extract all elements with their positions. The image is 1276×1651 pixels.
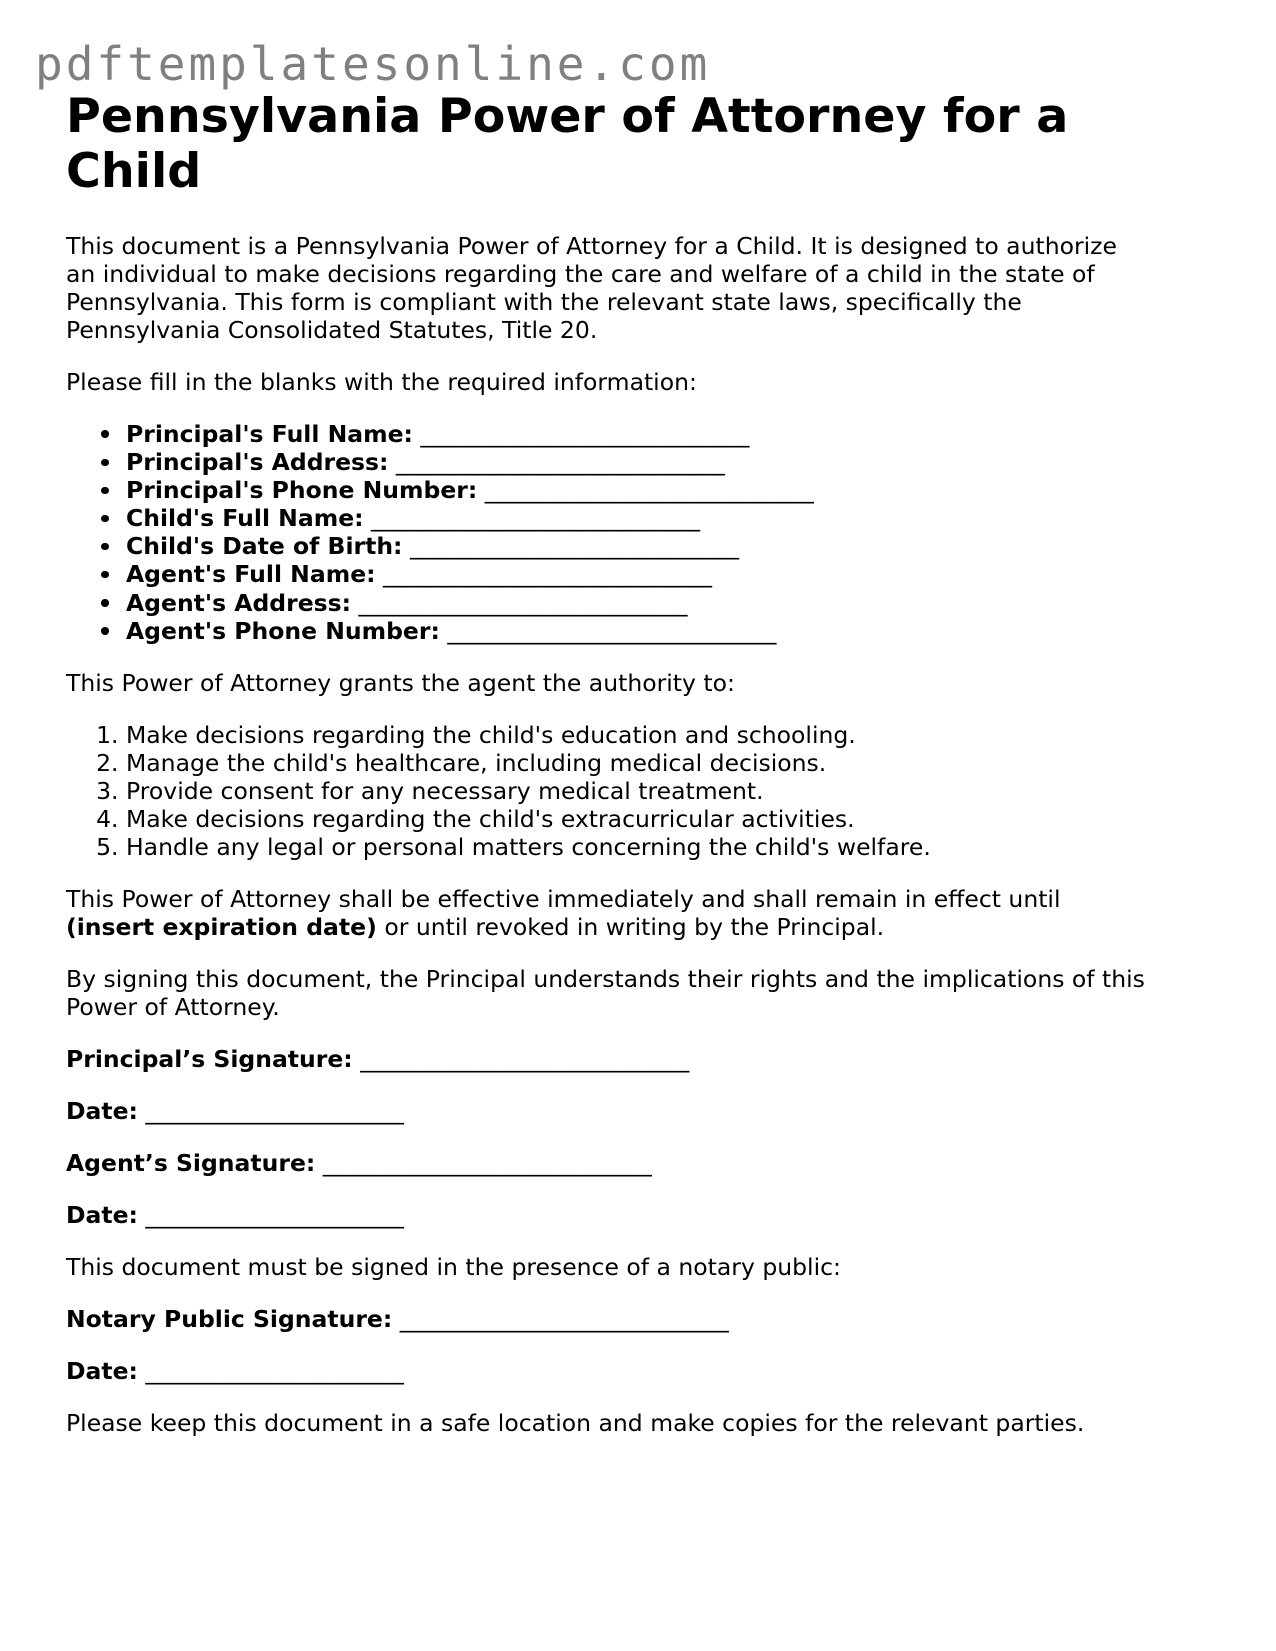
intro-line: This document is a Pennsylvania Power of Attorney for a Child. It is designed to authorize (66, 231, 1117, 260)
authority-intro: This Power of Attorney grants the agent the authority to: (66, 668, 735, 697)
document-title: Pennsylvania Power of Attorney for a Child (66, 89, 1069, 199)
signature-label: Notary Public Signature: (66, 1305, 393, 1333)
item-text: Make decisions regarding the child's extracurricular activities. (126, 804, 855, 833)
authority-item (96, 804, 1206, 833)
field-item-principal-full-name (126, 420, 1206, 448)
field-label: Principal's Full Name: (126, 419, 413, 448)
field-label: Agent's Full Name: (126, 560, 376, 589)
field-item-child-full-name (126, 504, 1206, 532)
notary-notice: This document must be signed in the presence of a notary public: (66, 1253, 841, 1282)
intro-line: Pennsylvania. This form is compliant with the relevant state laws, specifically the (66, 287, 1022, 316)
field-blank: ____________________________ (395, 448, 725, 477)
authority-item (96, 748, 1206, 777)
signature-label: Agent’s Signature: (66, 1149, 316, 1178)
field-item-agent-full-name (126, 560, 1206, 588)
document-page (66, 89, 1206, 1461)
watermark-text: pdftemplatesonline.com (35, 37, 711, 91)
notary-date-line (66, 1357, 1206, 1385)
bullet-icon (101, 599, 109, 607)
item-number: 3. (96, 776, 119, 805)
date-blank: ______________________ (145, 1356, 404, 1385)
bullet-icon (101, 627, 109, 635)
bullet-icon (101, 487, 109, 495)
effective-clause-rest: or until revoked in writing by the Principal. (384, 913, 885, 942)
principal-signature-line (66, 1045, 1206, 1073)
field-blank: ____________________________ (409, 532, 739, 561)
field-label: Principal's Address: (126, 448, 389, 477)
notary-signature-line (66, 1305, 1206, 1333)
date-label: Date: (66, 1201, 138, 1230)
agent-signature-line (66, 1149, 1206, 1177)
item-text: Handle any legal or personal matters concerning the child's welfare. (126, 832, 931, 861)
instructions-text: Please fill in the blanks with the required information: (66, 367, 697, 396)
item-number: 4. (96, 804, 119, 833)
field-item-child-birth-date (126, 532, 1206, 560)
authority-item (96, 832, 1206, 861)
signature-label: Principal’s Signature: (66, 1045, 353, 1074)
field-label: Child's Date of Birth: (126, 532, 403, 561)
field-item-principal-phone (126, 476, 1206, 504)
field-blank: ____________________________ (371, 504, 701, 533)
principal-date-line (66, 1097, 1206, 1125)
field-blank: ____________________________ (358, 588, 688, 617)
field-item-principal-address (126, 448, 1206, 476)
bullet-icon (101, 515, 109, 523)
item-text: Manage the child's healthcare, including medical decisions. (126, 748, 827, 777)
item-number: 1. (96, 720, 119, 749)
acknowledgement-line: Power of Attorney. (66, 993, 280, 1022)
agent-date-line (66, 1201, 1206, 1229)
fill-in-fields-list (66, 420, 1206, 645)
authority-item (96, 720, 1206, 749)
authority-item (96, 776, 1206, 805)
bullet-icon (101, 543, 109, 551)
field-blank: ____________________________ (484, 476, 814, 505)
field-blank: ____________________________ (447, 616, 777, 645)
field-item-agent-address (126, 589, 1206, 617)
item-number: 2. (96, 748, 119, 777)
authority-list (66, 721, 1206, 861)
bullet-icon (101, 571, 109, 579)
acknowledgement-paragraph (66, 965, 1206, 1021)
effective-clause-line (66, 913, 1206, 941)
date-blank: ______________________ (145, 1097, 404, 1126)
field-label: Principal's Phone Number: (126, 476, 478, 505)
acknowledgement-line: By signing this document, the Principal understands their rights and the implications of this (66, 965, 1145, 993)
date-label: Date: (66, 1097, 138, 1126)
expiration-date-placeholder: (insert expiration date) (66, 913, 377, 942)
field-label: Agent's Address: (126, 588, 352, 617)
item-text: Make decisions regarding the child's education and schooling. (126, 720, 856, 749)
bullet-icon (101, 430, 109, 438)
field-blank: ____________________________ (420, 419, 750, 448)
signature-blank: ____________________________ (360, 1045, 690, 1074)
field-label: Child's Full Name: (126, 504, 364, 533)
intro-paragraph (66, 232, 1206, 344)
field-label: Agent's Phone Number: (126, 616, 440, 645)
intro-line: Pennsylvania Consolidated Statutes, Title 20. (66, 315, 598, 344)
item-number: 5. (96, 832, 119, 861)
intro-line: an individual to make decisions regarding the care and welfare of a child in the state of (66, 259, 1095, 288)
closing-note: Please keep this document in a safe location and make copies for the relevant parties. (66, 1408, 1085, 1437)
signature-blank: ____________________________ (322, 1149, 652, 1178)
effective-clause (66, 885, 1206, 941)
field-item-agent-phone (126, 617, 1206, 645)
date-blank: ______________________ (145, 1201, 404, 1230)
effective-clause-line: This Power of Attorney shall be effective immediately and shall remain in effect until (66, 884, 1061, 913)
bullet-icon (101, 459, 109, 467)
item-text: Provide consent for any necessary medical treatment. (126, 776, 764, 805)
signature-blank: ____________________________ (399, 1305, 729, 1333)
date-label: Date: (66, 1356, 138, 1385)
field-blank: ____________________________ (383, 560, 713, 589)
